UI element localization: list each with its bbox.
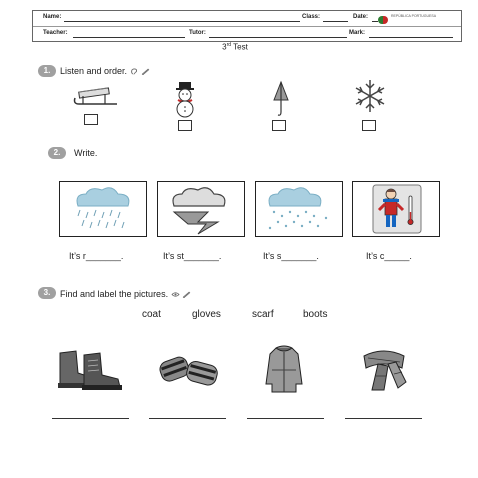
- header-box: [32, 10, 462, 42]
- weather-picture-cold: [352, 181, 440, 237]
- weather-picture-snowy: [255, 181, 343, 237]
- snowman-icon: [170, 80, 200, 118]
- eye-icon: [171, 291, 180, 298]
- name-label: Name:: [43, 14, 62, 20]
- rain-cloud-icon: [60, 182, 146, 236]
- sentence-cold: It’s c_____.: [366, 251, 412, 261]
- coat-icon: [262, 344, 306, 394]
- snowflake-icon: [348, 78, 392, 114]
- order-box-4[interactable]: [362, 120, 376, 131]
- storm-cloud-icon: [158, 182, 244, 236]
- order-box-2[interactable]: [178, 120, 192, 131]
- word-scarf: scarf: [252, 309, 274, 320]
- sentence-snowy: It’s s_______.: [263, 251, 319, 261]
- sledge-icon: [71, 80, 121, 108]
- test-title: 3rd Test: [222, 42, 248, 52]
- sentence-rainy: It’s r_______.: [69, 251, 124, 261]
- word-gloves: gloves: [192, 309, 221, 320]
- mark-field[interactable]: [369, 37, 453, 38]
- class-label: Class:: [302, 14, 321, 20]
- mark-label: Mark:: [349, 30, 366, 36]
- exercise-2-instruction: Write.: [74, 148, 98, 158]
- cold-child-icon: [353, 182, 439, 236]
- exercise-3-instruction: Find and label the pictures.: [60, 289, 191, 299]
- word-coat: coat: [142, 309, 161, 320]
- order-box-1[interactable]: [84, 114, 98, 125]
- flag-logo-icon: [378, 16, 388, 24]
- tutor-label: Tutor:: [189, 30, 206, 36]
- logo-text: REPÚBLICA PORTUGUESA: [391, 14, 437, 18]
- gloves-icon: [155, 351, 223, 391]
- date-label: Date:: [353, 14, 369, 20]
- weather-picture-rainy: [59, 181, 147, 237]
- tutor-field[interactable]: [209, 37, 347, 38]
- header-divider: [33, 26, 461, 27]
- umbrella-icon: [270, 80, 292, 118]
- pencil-icon: [141, 68, 150, 75]
- header-row-1: [33, 14, 461, 30]
- answer-line-3[interactable]: [247, 418, 324, 419]
- answer-line-2[interactable]: [149, 418, 226, 419]
- exercise-3-number: 3.: [38, 287, 56, 299]
- snow-cloud-icon: [256, 182, 342, 236]
- order-box-3[interactable]: [272, 120, 286, 131]
- teacher-label: Teacher:: [43, 30, 68, 36]
- word-boots: boots: [303, 309, 328, 320]
- exercise-1-instruction: Listen and order.: [60, 66, 150, 76]
- ear-icon: [130, 68, 139, 75]
- sentence-stormy: It’s st_______.: [163, 251, 222, 261]
- class-field[interactable]: [323, 21, 348, 22]
- exercise-2-number: 2.: [48, 147, 66, 159]
- answer-line-1[interactable]: [52, 418, 129, 419]
- pencil-icon: [182, 291, 191, 298]
- scarf-icon: [358, 346, 410, 394]
- boots-icon: [54, 347, 126, 393]
- weather-picture-stormy: [157, 181, 245, 237]
- name-field[interactable]: [64, 21, 300, 22]
- answer-line-4[interactable]: [345, 418, 422, 419]
- exercise-1-number: 1.: [38, 65, 56, 77]
- teacher-field[interactable]: [73, 37, 185, 38]
